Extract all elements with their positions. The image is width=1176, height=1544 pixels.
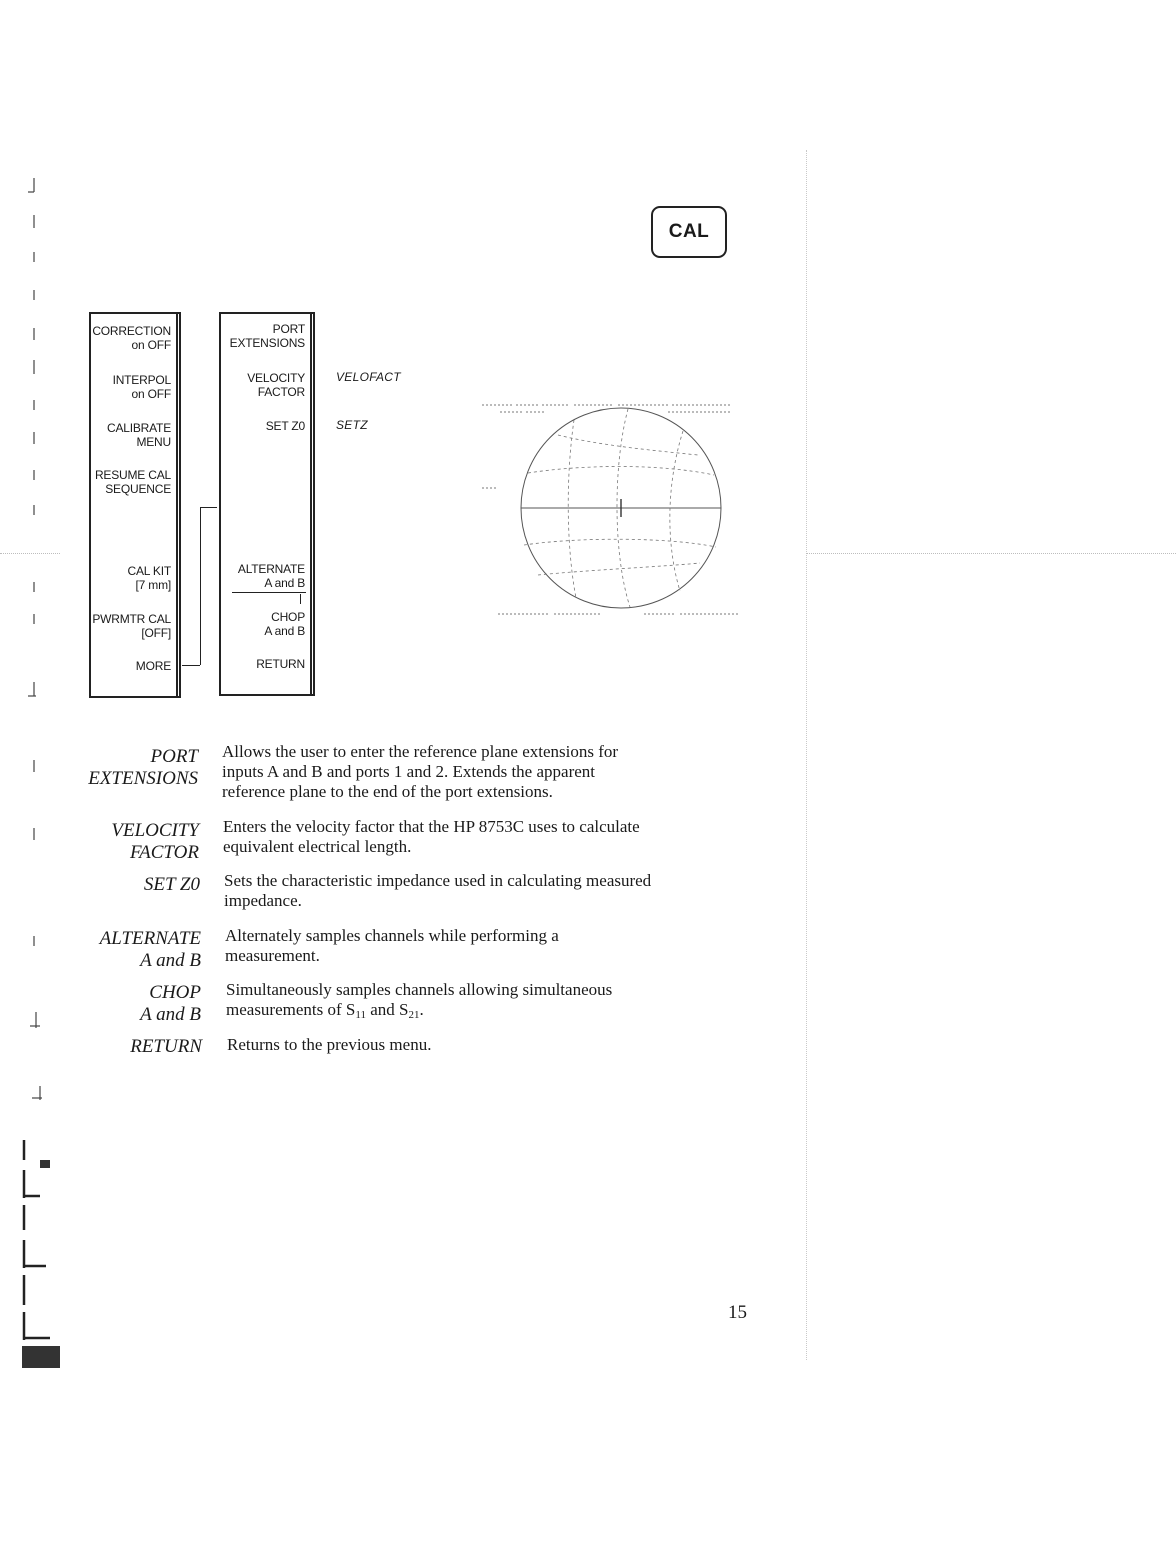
menu-connector [200, 507, 217, 508]
cal-hardkey: CAL [651, 206, 727, 258]
menu-connector [200, 507, 201, 665]
softkey-correction: CORRECTION on OFF [92, 324, 171, 352]
description-velocity-factor: Enters the velocity factor that the HP 8753C uses to calculate equivalent electrical length. [223, 817, 640, 856]
description-set-z0: Sets the characteristic impedance used in calculating measured impedance. [224, 871, 652, 910]
softkey-interpol: INTERPOL on OFF [112, 373, 171, 401]
mnemonic-setz: SETZ [336, 418, 368, 432]
description-port-extensions: Allows the user to enter the reference plane extensions for inputs A and B and ports 1 and 2. Extends the apparent reference plane to the end of the port extensions. [222, 742, 619, 801]
softkey-menu-cal [89, 312, 181, 698]
softkey-resume-cal-sequence: RESUME CAL SEQUENCE [94, 468, 171, 496]
term-return: RETURN [130, 1036, 202, 1057]
softkey-pwrmtr-cal: PWRMTR CAL [OFF] [92, 612, 171, 640]
softkey-velocity-factor: VELOCITY FACTOR [247, 371, 305, 399]
softkey-chop-a-and-b: CHOP A and B [264, 610, 305, 638]
term-alternate-a-and-b: ALTERNATE A and B [99, 928, 201, 971]
softkey-cal-kit: CAL KIT [7 mm] [127, 564, 171, 592]
softkey-calibrate-menu: CALIBRATE MENU [107, 421, 171, 449]
softkey-return: RETURN [256, 657, 305, 671]
description-chop-a-and-b: Simultaneously samples channels allowing simultaneous measurements of $S_{11}$ and $S_{21}$. [226, 980, 613, 1021]
description-alternate-a-and-b: Alternately samples channels while performing a measurement. [225, 926, 559, 965]
fold-line [806, 553, 1176, 554]
alternate-chop-divider [232, 592, 306, 593]
menu-edge [310, 314, 318, 696]
description-return: Returns to the previous menu. [227, 1035, 432, 1054]
softkey-set-z0: SET Z0 [265, 419, 305, 433]
term-velocity-factor: VELOCITY FACTOR [111, 820, 199, 863]
term-chop-a-and-b: CHOP A and B [140, 982, 201, 1025]
softkey-more: MORE [135, 659, 171, 673]
menu-connector [182, 665, 200, 666]
term-set-z0: SET Z0 [143, 874, 200, 895]
softkey-menu-more [219, 312, 315, 696]
softkey-alternate-a-and-b: ALTERNATE A and B [237, 562, 305, 590]
menu-edge [176, 314, 184, 698]
softkey-port-extensions: PORT EXTENSIONS [229, 322, 305, 350]
fold-line [806, 150, 807, 1360]
alternate-chop-divider [300, 594, 301, 604]
fold-line [0, 553, 60, 554]
page-number: 15 [728, 1302, 747, 1323]
smith-chart-illustration [478, 395, 744, 620]
term-port-extensions: PORT EXTENSIONS [88, 746, 198, 789]
mnemonic-velofact: VELOFACT [336, 370, 401, 384]
scan-edge-artifact [0, 0, 60, 1544]
